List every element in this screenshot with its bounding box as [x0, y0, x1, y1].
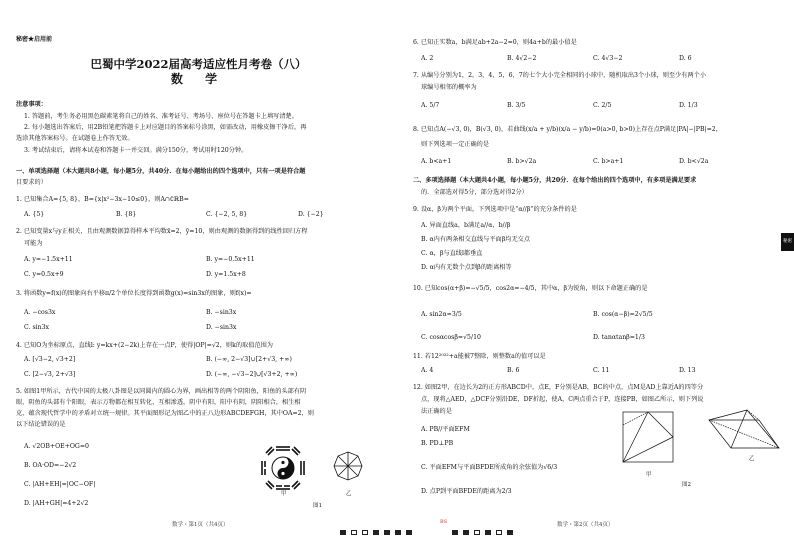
q2-option-a: A. y=−1.5x+11 — [24, 256, 73, 263]
q11-option-d: D. 13 — [679, 367, 696, 374]
question-5-line3: 克，蕴含现代哲学中的矛盾对立统一规律。其平面图形记为图乙中的正八边形ABCDEFGH，其中OA=2，则 — [16, 410, 314, 417]
q12-option-c: C. 平面EFM与平面BFDE所成角的余弦值为√6/3 — [421, 464, 558, 471]
side-tab: 秘密 — [781, 233, 794, 251]
question-12-line3: 法正确的是 — [421, 408, 452, 415]
question-12-line2: 点，现将△AED，△DCF分别沿DE，DF折起，使A，C两点重合于P，连接PB，如图乙所示，则下列说 — [421, 396, 704, 403]
q10-option-a: A. sin2α=3/5 — [421, 311, 462, 318]
q7-option-a: A. 5/7 — [421, 102, 440, 109]
question-5-line4: 以下结论错误的是 — [16, 421, 66, 428]
footer-left: 数学・第1页（共4页） — [172, 522, 229, 528]
question-2-cont: 可能为 — [24, 240, 43, 247]
q3-option-c: C. sin3x — [24, 324, 50, 331]
section-1-heading: 一、单项选择题（本大题共8小题，每小题5分，共40分．在每小题给出的四个选项中，只有一项是符合题 — [16, 168, 306, 175]
q5-option-b: B. OA·OD=−2√2 — [24, 462, 77, 469]
q10-option-d: D. tanαtanβ=1/3 — [593, 334, 645, 341]
question-7: 7. 从编号分别为1，2，3，4，5，6，7的七个大小完全相同的小球中，随机取出3个小球，则至少有两个小 — [413, 72, 707, 79]
q2-option-c: C. y=0.5x+9 — [24, 271, 64, 278]
question-8: 8. 已知点A(−√3, 0)，B(√3, 0)，若曲线(x/a + y/b)(x/a − y/b)=0(a>0, b>0)上存在点P满足|PA|−|PB|=2， — [413, 126, 722, 133]
note-1: 1. 答题前，考生务必用黑色碳素笔将自己的姓名、准考证号、考场号、座位号在答题卡上填写清楚。 — [24, 113, 298, 120]
q6-option-c: C. 4√3−2 — [593, 55, 623, 62]
folded-pyramid-diagram — [709, 410, 779, 448]
q7-option-b: B. 3/5 — [507, 102, 526, 109]
q10-option-c: C. cosαcosβ=√5/10 — [421, 334, 481, 341]
q9-option-a: A. 异面直线a，b满足a//α，b//β — [421, 222, 511, 229]
question-4: 4. 已知O为坐标原点，直线l: y=kx+(2−2k)上存在一点P，使得|OP|=√2，则k的取值范围为 — [16, 342, 273, 349]
note-3: 3. 考试结束后，请将本试卷和答题卡一并交回。满分150分，考试用时120分钟。 — [24, 147, 248, 154]
mid-mark: BS — [440, 519, 448, 525]
q1-option-c: C. {−2, 5, 8} — [206, 211, 248, 218]
q9-option-c: C. α，β与直线l都垂直 — [421, 250, 483, 257]
q1-option-b: B. {8} — [116, 211, 137, 218]
q8-option-c: C. b>a+1 — [593, 158, 624, 165]
question-3: 3. 将函数y=f(x)的图象向右平移π/2个单位长度得到函数g(x)=sin3x的图象，则f(x)= — [16, 290, 252, 297]
q5-option-a: A. √2OB+OE+OG=0 — [24, 443, 89, 450]
q9-option-b: B. α内有两条相交直线与平面β均无交点 — [421, 236, 531, 243]
q3-option-d: D. −sin3x — [206, 324, 237, 331]
footer-right: 数学・第2页（共4页） — [557, 522, 614, 528]
q6-option-b: B. 4√2−2 — [507, 55, 537, 62]
question-12-line1: 12. 如图2甲，在边长为2的正方形ABCD中，点E，F分别是AB，BC的中点，点M是AD上靠近A的四等分 — [413, 384, 704, 391]
section-2-heading-cont: 的．全部选对得5分，部分选对得2分） — [421, 189, 528, 196]
q1-option-a: A. {5} — [24, 211, 45, 218]
fig2-label-yi: 乙 — [749, 456, 755, 462]
fig1-label-yi: 乙 — [346, 491, 352, 497]
exam-title: 巴蜀中学2022届高考适应性月考卷（八） — [90, 57, 307, 71]
notes-heading: 注意事项： — [16, 101, 47, 108]
question-7-cont: 球编号相邻的概率为 — [421, 84, 477, 91]
q4-option-b: B. (−∞, 2−√3]∪[2+√3, +∞) — [206, 356, 292, 363]
question-5-line1: 5. 如图1甲所示，古代中国的太极八卦图是以同圆内的圆心为界，画出相等的两个阴阳鱼，阳鱼的头部有阴 — [16, 388, 307, 395]
fig1-label-jia: 甲 — [281, 491, 287, 497]
q4-option-a: A. [√3−2, √3+2] — [24, 356, 76, 363]
note-2b: 选涂其他答案标号。在试题卷上作答无效。 — [16, 135, 134, 142]
q7-option-c: C. 2/5 — [593, 102, 612, 109]
note-2: 2. 每小题选出答案后，用2B铅笔把答题卡上对应题目的答案标号涂黑，如需改动，用橡皮擦干净后，再 — [24, 124, 307, 131]
q4-option-c: C. [2−√3, 2+√3] — [24, 371, 76, 378]
question-10: 10. 已知cos(α+β)=−√5/5，cos2α=−4/5，其中α，β为锐角，则以下命题正确的是 — [413, 285, 648, 292]
fig1-caption: 图1 — [313, 503, 322, 509]
q5-option-d: D. |AH+GH|=4+2√2 — [24, 500, 89, 507]
confidential-tag: 秘密★启用前 — [16, 36, 53, 43]
q12-option-a: A. PB//平面EFM — [421, 426, 470, 433]
q5-option-c: C. |AH+EH|=|OC−OF| — [24, 481, 96, 488]
subject-title: 数 学 — [170, 72, 227, 86]
octagon-diagram — [334, 452, 362, 480]
question-11: 11. 若12²⁰²²+a能被7整除，则整数a的值可以是 — [413, 353, 546, 360]
q8-option-b: B. b>√2a — [507, 158, 537, 165]
q11-option-a: A. 4 — [421, 367, 434, 374]
q3-option-b: B. −sin3x — [206, 309, 237, 316]
q8-option-a: A. b<a+1 — [421, 158, 452, 165]
figure-2 — [619, 408, 789, 470]
q4-option-d: D. (−∞, −√3−2]∪[√3+2, +∞) — [206, 371, 298, 378]
bagua-taiji-icon — [262, 447, 304, 489]
q11-option-b: B. 6 — [507, 367, 520, 374]
right-page — [397, 0, 794, 544]
question-6: 6. 已知正实数a，b满足ab+2a−2=0，则4a+b的最小值是 — [413, 39, 577, 46]
question-9: 9. 设α，β为两个平面，下列选项中是“α//β”的充分条件的是 — [413, 206, 577, 213]
figure-1 — [256, 440, 390, 510]
q8-option-d: D. b<√2a — [679, 158, 709, 165]
q1-option-d: D. {−2} — [298, 211, 324, 218]
q10-option-b: B. cos(α−β)=2√5/5 — [593, 311, 653, 318]
q12-option-b: B. PD⊥PB — [421, 440, 454, 447]
square-fold-diagram — [623, 412, 673, 462]
q6-option-d: D. 6 — [679, 55, 692, 62]
section-1-heading-cont: 目要求的） — [16, 179, 47, 186]
fig2-label-jia: 甲 — [646, 472, 652, 478]
q3-option-a: A. −cos3x — [24, 309, 56, 316]
q6-option-a: A. 2 — [421, 55, 434, 62]
q12-option-d: D. 点P到平面BFDE的距离为2/3 — [421, 488, 512, 495]
q2-option-d: D. y=1.5x+8 — [206, 271, 246, 278]
q2-option-b: B. y=−0.5x+11 — [206, 256, 255, 263]
fig2-caption: 图2 — [682, 482, 691, 488]
q7-option-d: D. 1/3 — [679, 102, 698, 109]
question-5-line2: 眼，阴鱼的头部有个阳眼，表示万物都在相互转化，互相渗透，阴中有阳，阳中有阴，阴阳相合，相生相 — [16, 399, 301, 406]
q9-option-d: D. α内有无数个点到β的距离相等 — [421, 264, 512, 271]
section-2-heading: 二、多项选择题（本大题共4小题，每小题5分，共20分．在每个给出的四个选项中，有多项是满足要求 — [413, 177, 697, 184]
question-2: 2. 已知变量x与y正相关，且由观测数据算得样本平均数x̄=2，ȳ=10，则由观测的数据得到的线性回归方程 — [16, 228, 308, 235]
question-1: 1. 已知集合A={5, 8}，B={x|x²−3x−10≤0}，则A∩∁ℝB= — [16, 196, 189, 203]
q11-option-c: C. 11 — [593, 367, 610, 374]
question-8-cont: 则下列选项一定正确的是 — [421, 141, 490, 148]
